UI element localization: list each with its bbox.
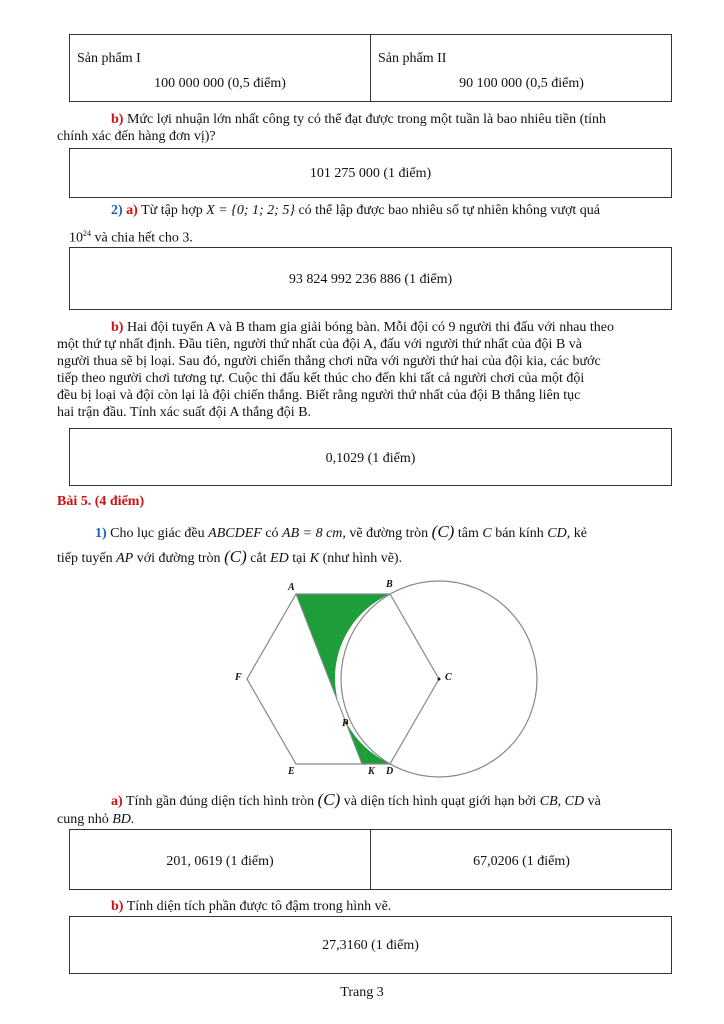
q5a-label: a) [111,794,123,809]
bai5-text: tâm [457,526,479,541]
bai5-text: vẽ đường tròn [349,526,429,541]
label-b: B [386,579,393,590]
sector-bounds: CB, CD [539,794,585,809]
q2b-answer: 0,1029 (1 điểm) [325,451,416,466]
q2a-line1 [111,203,600,219]
shaded-region-lower [347,723,391,764]
ab-length: AB = 8 cm, [282,526,346,541]
q2b-line2: một thứ tự nhất định. Đầu tiên, người thứ nhất của đội A, đấu với người thứ nhất của đội B và [57,337,582,352]
q1b-label: b) [111,112,124,127]
point-marker [438,678,441,681]
circle-radius: CD, [547,526,571,541]
q2a-power-exp: 24 [83,229,91,238]
q2a-answer-box [69,247,672,310]
q5a-line2 [57,812,134,828]
point-k: K [309,551,320,566]
q5a-text: cung nhỏ [57,812,109,827]
bai5-text: tại [292,551,307,566]
q2a-text-before: Từ tập hợp [141,203,203,218]
q5a-answer-circle: 201, 0619 (1 điểm) [166,854,274,869]
product-1-header: Sản phẩm I [77,51,141,66]
q2a-answer: 93 824 992 236 886 (1 điểm) [288,272,453,287]
q1b-answer-box [69,148,672,198]
label-p: P [342,718,349,729]
label-d: D [386,766,394,777]
q2b-label: b) [111,320,124,335]
q5b-answer: 27,3160 (1 điểm) [322,938,419,953]
product-2-header: Sản phẩm II [378,51,447,66]
q1b-answer: 101 275 000 (1 điểm) [309,166,432,181]
arc-name: BD. [112,812,135,827]
circle-name: (C) [431,522,455,541]
q2-number: 2) [111,203,123,218]
q5b-answer-box [69,916,672,974]
q1b-line2: chính xác đến hàng đơn vị)? [57,129,216,144]
bai5-text: có [265,526,279,541]
q5a-line1 [111,790,601,810]
segment-ed: ED [270,551,289,566]
label-a: A [288,582,295,593]
bai5-text: với đường tròn [136,551,221,566]
q2a-text2: và chia hết cho 3. [94,230,193,246]
bai5-text: bán kính [495,526,544,541]
q5b-text: Tính diện tích phần được tô đậm trong hình vẽ. [126,899,392,914]
q1b-line1 [111,112,606,128]
q2b-line3: người thua sẽ bị loại. Sau đó, người chiến thắng chơi nữa với người thứ hai của đội kia, các bước [57,354,601,369]
q5a-answer-sector: 67,0206 (1 điểm) [473,854,570,869]
q2a-text-after: có thể lập được bao nhiêu số tự nhiên không vượt quá [298,203,601,218]
q5a-text: Tính gần đúng diện tích hình tròn [125,794,315,809]
q5a-text: và diện tích hình quạt giới hạn bởi [343,794,537,809]
page-number: Trang 3 [340,985,384,1000]
bai5-text: Cho lục giác đều [110,526,205,541]
q5b-line1 [111,899,391,915]
bai5-line1 [95,522,587,542]
bai5-text: (như hình vẽ). [322,551,403,566]
product-2-value: 90 100 000 (0,5 điểm) [459,76,584,91]
bai5-text: kẻ [573,526,587,541]
product-1-value: 100 000 000 (0,5 điểm) [154,76,286,91]
q2a-line2 [69,229,193,247]
label-e: E [288,766,295,777]
q2b-line5: đều bị loại và đội còn lại là đội chiến thắng. Biết rằng người thứ nhất của đội B thắng liên tục [57,388,581,403]
circle-name: (C) [224,547,247,566]
tangent-name: AP [116,551,134,566]
label-f: F [235,672,242,683]
hexagon-figure [230,578,550,778]
q2b-line4: tiếp theo người chơi tương tự. Cuộc thi đấu kết thúc cho đến khi tất cả người chơi của một đội [57,371,585,386]
q5a-answer-box [69,829,672,890]
bai5-number: 1) [95,526,107,541]
q2a-label: a) [126,203,138,218]
bai5-text: tiếp tuyến [57,551,113,566]
bai5-title: Bài 5. (4 điểm) [57,494,145,509]
label-k: K [368,766,375,777]
hexagon-name: ABCDEF [208,526,262,541]
q2b-text1: Hai đội tuyển A và B tham gia giải bóng bàn. Mỗi đội có 9 người thi đấu với nhau theo [126,320,615,335]
q2a-set: X = {0; 1; 2; 5} [206,203,295,218]
bai5-text: cắt [250,551,267,566]
label-c: C [445,672,452,683]
q2b-line1 [111,320,614,336]
q2b-answer-box [69,428,672,486]
q5b-label: b) [111,899,124,914]
q2b-line6: hai trận đầu. Tính xác suất đội A thắng đội B. [57,405,312,420]
circle-name: (C) [317,790,341,809]
q5a-text: và [587,794,601,809]
bai5-line2 [57,547,402,567]
circle-center: C [482,526,492,541]
q1b-text1: Mức lợi nhuận lớn nhất công ty có thể đạt được trong một tuần là bao nhiêu tiền (tính [126,112,607,127]
q2a-power-base: 10 [69,230,83,246]
table-products [69,34,672,102]
